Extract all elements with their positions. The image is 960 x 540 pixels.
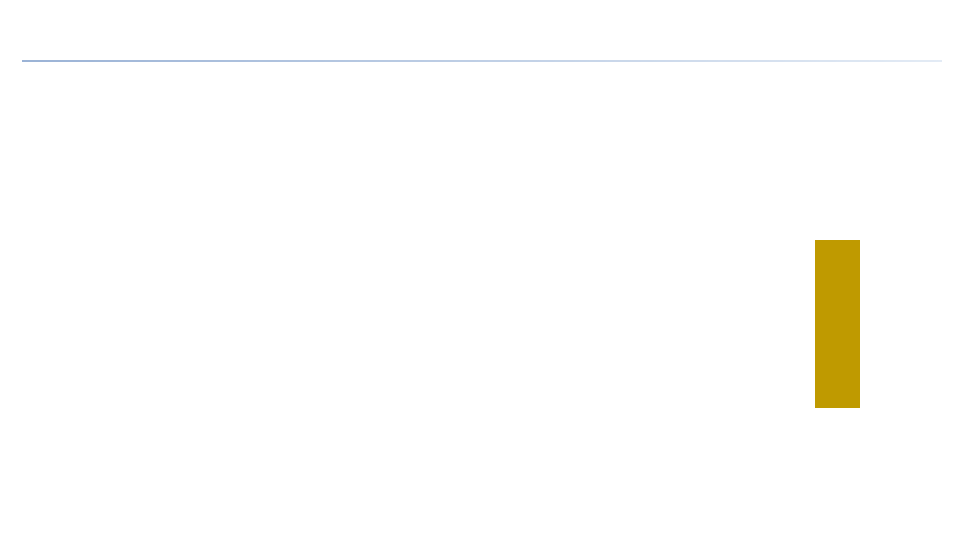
control-flow-box: [815, 240, 860, 408]
